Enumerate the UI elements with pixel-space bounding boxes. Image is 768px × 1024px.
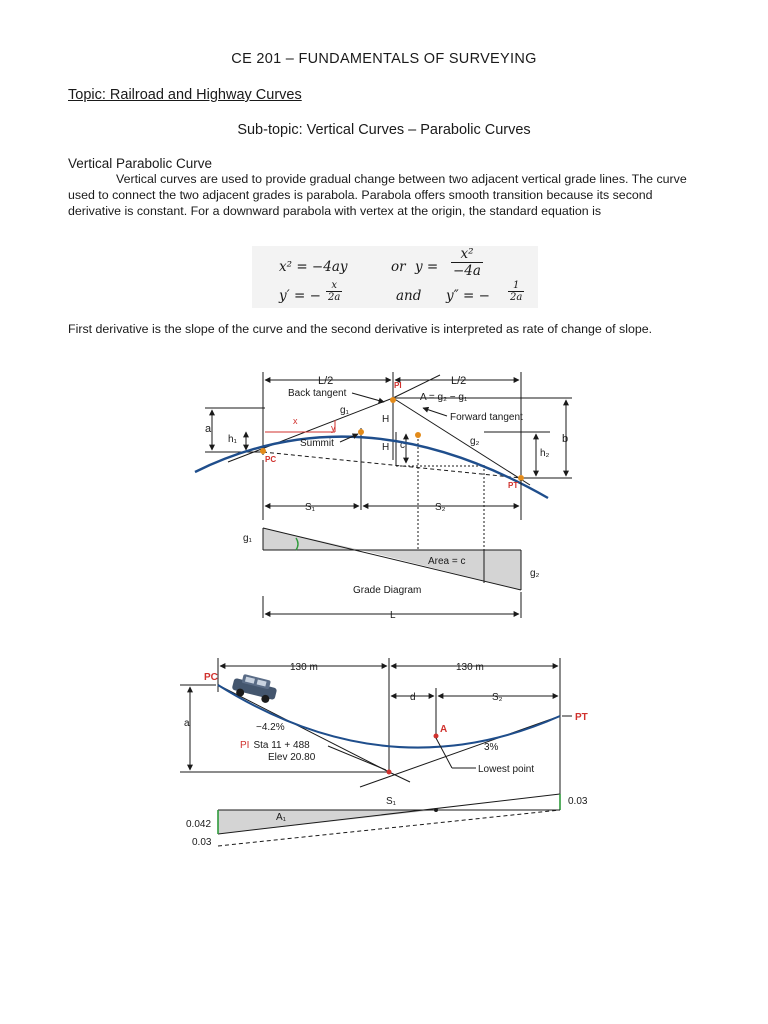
fig1-label-grade-g1: g₁ (243, 533, 252, 544)
fig1-label-pi: PI (394, 381, 402, 390)
fig1-label-back-tangent: Back tangent (288, 388, 347, 399)
fig1-label-h2: h₂ (540, 448, 550, 459)
eq2-y: y″ = − (446, 288, 490, 304)
fig1-label-s2: S₂ (435, 502, 446, 513)
fig2-forward-tangent (360, 716, 560, 787)
equation-row-1 (279, 246, 539, 281)
fig1-label-L: L (390, 610, 396, 621)
fig2-pi-pointer (328, 746, 386, 770)
fig2-label-lowest: Lowest point (478, 764, 535, 775)
fig2-lowest-pointer-1 (436, 738, 452, 768)
fig2-label-sta: Sta 11 + 488 (253, 740, 310, 751)
fig2-label-d: d (410, 692, 416, 703)
fig1-label-summit: Summit (300, 438, 334, 449)
eq2-denominator: 2a (328, 292, 341, 303)
fig1-curve (195, 437, 548, 498)
fig1-label-b: b (562, 433, 569, 445)
fig2-label-pi-sta (240, 740, 310, 751)
eq1-y: y = (415, 259, 439, 275)
fig1-label-forward-tangent: Forward tangent (450, 412, 523, 423)
fig2-label-dist-right: 130 m (456, 662, 484, 673)
fig2-pi-point (387, 770, 392, 775)
fig1-label-y: y (331, 423, 336, 433)
eq2-numerator-2: 1 (508, 280, 524, 292)
paragraph-intro-text: Vertical curves are used to provide gradual change between two adjacent vertical grade lines. The curve used to connect the two adjacent grades is parabola. Parabola offers smooth transition because its second derivative is constant. For a downward parabola with vertex at the origin, the standard equation is (68, 172, 687, 219)
fig2-label-pc: PC (204, 672, 218, 683)
equation-row-2 (279, 280, 539, 311)
course-title: CE 201 – FUNDAMENTALS OF SURVEYING (231, 51, 537, 67)
eq2-fraction (326, 280, 342, 303)
fig1-curve-point (415, 432, 421, 438)
fig2-label-pi: PI (240, 740, 250, 751)
fig1-l2-right: L/2 (451, 375, 467, 387)
car-icon (230, 672, 278, 705)
eq2-numerator: x (326, 280, 342, 292)
fig1-label-a: a (205, 423, 212, 435)
topic-title: Topic: Railroad and Highway Curves (68, 87, 302, 103)
paragraph-intro (68, 171, 708, 220)
fig1-label-pt: PT (508, 481, 519, 490)
eq2-denominator-2: 2a (510, 292, 523, 303)
eq1-or: or (391, 259, 406, 275)
fig1-pi-point (390, 397, 396, 403)
fig1-label-grade-g2: g₂ (530, 568, 540, 579)
fig2-label-dist-left: 130 m (290, 662, 318, 673)
fig1-label-h1: h₁ (228, 434, 237, 445)
fig1-label-g1: g₁ (340, 405, 349, 416)
fig1-label-x: x (293, 416, 298, 426)
fig1-label-H: H (382, 414, 390, 425)
figure-summit-curve (0, 360, 768, 620)
fig2-label-v-left-bottom: 0.03 (192, 837, 212, 848)
fig2-label-elev: Elev 20.80 (268, 752, 316, 763)
fig1-summit-point (358, 429, 364, 435)
fig1-label-H2: H (382, 442, 390, 453)
section-heading: Vertical Parabolic Curve (68, 156, 213, 171)
fig2-label-a1: A₁ (276, 812, 287, 823)
fig1-back-tangent-pointer (352, 393, 384, 402)
fig2-label-s2: S₂ (492, 692, 503, 703)
eq1-denominator: −4a (453, 263, 481, 279)
figure-sag-curve (0, 652, 768, 852)
fig1-pc-point (260, 448, 266, 454)
fig2-label-a: a (184, 718, 190, 729)
eq1-fraction (451, 246, 483, 279)
fig1-label-c: c (400, 440, 405, 451)
fig1-label-s1: S₁ (305, 502, 316, 513)
fig2-label-s1: S₁ (386, 796, 397, 807)
fig2-label-grade-right: 3% (484, 742, 499, 753)
paragraph-derivative: First derivative is the slope of the curve and the second derivative is interpreted as rate of change of slope. (68, 322, 653, 336)
fig1-label-a-formula: A = g₂ − g₁ (420, 392, 468, 403)
fig1-label-area: Area = c (428, 556, 466, 567)
eq2-lhs: y′ = − (279, 288, 321, 304)
fig2-label-grade-left: −4.2% (256, 722, 285, 733)
fig1-l2-left: L/2 (318, 375, 334, 387)
eq2-fraction-2 (508, 280, 524, 303)
eq2-and: and (396, 288, 422, 304)
eq1-lhs: x² = −4ay (279, 259, 348, 275)
fig1-label-pc: PC (265, 455, 277, 464)
subtopic-title: Sub-topic: Vertical Curves – Parabolic Curves (237, 122, 531, 138)
fig2-label-point-a: A (440, 724, 448, 735)
fig2-label-v-left-top: 0.042 (186, 819, 212, 830)
fig2-lowest-point (434, 734, 439, 739)
fig2-label-pt: PT (575, 712, 588, 723)
eq1-numerator: x² (451, 246, 483, 263)
fig2-label-v-right: 0.03 (568, 796, 588, 807)
fig2-zero-point (434, 808, 438, 812)
fig1-label-grade-diagram: Grade Diagram (353, 585, 422, 596)
fig1-forward-tangent-pointer (423, 408, 447, 416)
fig1-label-g2: g₂ (470, 436, 480, 447)
